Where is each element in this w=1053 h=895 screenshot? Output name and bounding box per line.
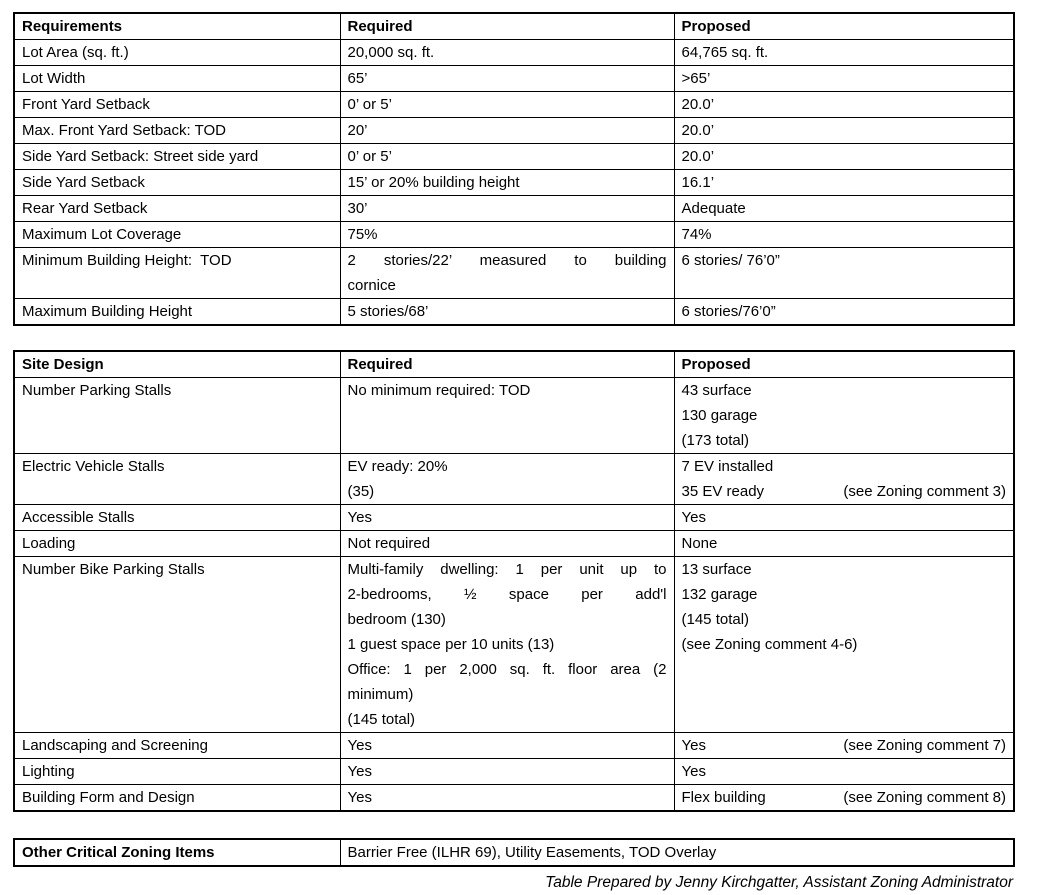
proposed-value-cell: 74%	[674, 222, 1014, 248]
proposed-header-cell: Proposed	[674, 351, 1014, 378]
table-row	[14, 454, 1014, 505]
site-design-label-cell: Lighting	[14, 759, 340, 785]
zoning-comment-ref: (see Zoning comment 7)	[843, 737, 1006, 754]
zoning-comment-ref: (see Zoning comment 8)	[843, 789, 1006, 806]
header-row	[14, 351, 1014, 378]
table-row	[14, 196, 1014, 222]
table-credit-note: Table Prepared by Jenny Kirchgatter, Assistant Zoning Administrator	[545, 874, 1013, 891]
requirement-label-cell: Lot Area (sq. ft.)	[14, 40, 340, 66]
zoning-requirements-table	[13, 12, 1015, 326]
proposed-value-cell: Yes	[674, 505, 1014, 531]
proposed-value-cell: 20.0’	[674, 92, 1014, 118]
table-row	[14, 785, 1014, 812]
table-row	[14, 733, 1014, 759]
table-row	[14, 118, 1014, 144]
required-value-cell: Not required	[340, 531, 674, 557]
table-row	[14, 557, 1014, 733]
site-design-label-cell: Number Bike Parking Stalls	[14, 557, 340, 733]
required-value-cell: Yes	[340, 733, 674, 759]
table-row	[14, 531, 1014, 557]
site-design-label-cell: Accessible Stalls	[14, 505, 340, 531]
site-design-table	[13, 350, 1015, 812]
required-header-cell: Required	[340, 13, 674, 40]
proposed-value-cell: None	[674, 531, 1014, 557]
proposed-line: 7 EV installed	[681, 458, 774, 475]
proposed-value-cell	[674, 733, 1014, 759]
requirement-label-cell: Side Yard Setback	[14, 170, 340, 196]
required-value-cell: Yes	[340, 505, 674, 531]
proposed-line-with-comment	[682, 733, 1007, 758]
table-row	[14, 759, 1014, 785]
proposed-line-with-comment	[682, 785, 1007, 810]
requirement-label-cell: Rear Yard Setback	[14, 196, 340, 222]
required-value-cell: 15’ or 20% building height	[340, 170, 674, 196]
table-row	[14, 505, 1014, 531]
proposed-value-cell: 6 stories/ 76’0”	[674, 248, 1014, 299]
table-row	[14, 222, 1014, 248]
site-design-header-cell: Site Design	[14, 351, 340, 378]
proposed-value-cell: >65’	[674, 66, 1014, 92]
proposed-line-with-comment	[682, 479, 1007, 504]
proposed-value-cell: 43 surface 130 garage (173 total)	[674, 378, 1014, 454]
table-row	[14, 92, 1014, 118]
required-header-cell: Required	[340, 351, 674, 378]
required-value-cell: 0’ or 5’	[340, 144, 674, 170]
required-value-cell: No minimum required: TOD	[340, 378, 674, 454]
requirement-label-cell: Lot Width	[14, 66, 340, 92]
table-row	[14, 40, 1014, 66]
proposed-value-cell: 13 surface 132 garage (145 total) (see Zoning comment 4-6)	[674, 557, 1014, 733]
proposed-value: Flex building	[681, 789, 766, 806]
requirement-label-cell: Maximum Lot Coverage	[14, 222, 340, 248]
proposed-value-cell: 20.0’	[674, 144, 1014, 170]
proposed-value-cell: Yes	[674, 759, 1014, 785]
requirements-header-cell: Requirements	[14, 13, 340, 40]
other-items-label-cell: Other Critical Zoning Items	[14, 839, 340, 866]
header-row	[14, 13, 1014, 40]
site-design-label-cell: Landscaping and Screening	[14, 733, 340, 759]
requirement-label-cell: Minimum Building Height: TOD	[14, 248, 340, 299]
required-value-cell: 65’	[340, 66, 674, 92]
site-design-label-cell: Loading	[14, 531, 340, 557]
proposed-value: Yes	[681, 737, 706, 754]
proposed-header-cell: Proposed	[674, 13, 1014, 40]
proposed-value-cell: Adequate	[674, 196, 1014, 222]
required-value-cell: EV ready: 20% (35)	[340, 454, 674, 505]
requirement-label-cell: Maximum Building Height	[14, 299, 340, 326]
table-row	[14, 378, 1014, 454]
table-row	[14, 299, 1014, 326]
proposed-value-cell	[674, 785, 1014, 812]
required-value-cell: 2 stories/22’ measured to building cornice	[340, 248, 674, 299]
document-page	[13, 12, 1013, 895]
proposed-value-cell	[674, 454, 1014, 505]
zoning-comment-ref: (see Zoning comment 3)	[843, 483, 1006, 500]
required-value-cell: Multi-family dwelling: 1 per unit up to 2-bedrooms, ½ space per add'l bedroom (130) 1 guest space per 10 units (13) Office: 1 per 2,000 sq. ft. floor area (2 minimum) (145 total)	[340, 557, 674, 733]
site-design-label-cell: Number Parking Stalls	[14, 378, 340, 454]
proposed-value-cell: 64,765 sq. ft.	[674, 40, 1014, 66]
proposed-value-cell: 20.0’	[674, 118, 1014, 144]
proposed-value: 35 EV ready	[681, 483, 765, 500]
required-value-cell: 75%	[340, 222, 674, 248]
site-design-label-cell: Electric Vehicle Stalls	[14, 454, 340, 505]
table-row	[14, 248, 1014, 299]
required-value-cell: 20,000 sq. ft.	[340, 40, 674, 66]
requirement-label-cell: Front Yard Setback	[14, 92, 340, 118]
required-value-cell: 0’ or 5’	[340, 92, 674, 118]
site-design-label-cell: Building Form and Design	[14, 785, 340, 812]
table-row	[14, 839, 1014, 866]
requirement-label-cell: Side Yard Setback: Street side yard	[14, 144, 340, 170]
other-items-value-cell: Barrier Free (ILHR 69), Utility Easements, TOD Overlay	[340, 839, 1014, 866]
table-row	[14, 170, 1014, 196]
table-row	[14, 66, 1014, 92]
required-value-cell: 20’	[340, 118, 674, 144]
required-value-cell: 5 stories/68’	[340, 299, 674, 326]
required-value-cell: 30’	[340, 196, 674, 222]
required-value-cell: Yes	[340, 785, 674, 812]
requirement-label-cell: Max. Front Yard Setback: TOD	[14, 118, 340, 144]
other-critical-zoning-items-table	[13, 838, 1015, 867]
required-value-cell: Yes	[340, 759, 674, 785]
table-row	[14, 144, 1014, 170]
proposed-value-cell: 16.1’	[674, 170, 1014, 196]
proposed-value-cell: 6 stories/76’0”	[674, 299, 1014, 326]
